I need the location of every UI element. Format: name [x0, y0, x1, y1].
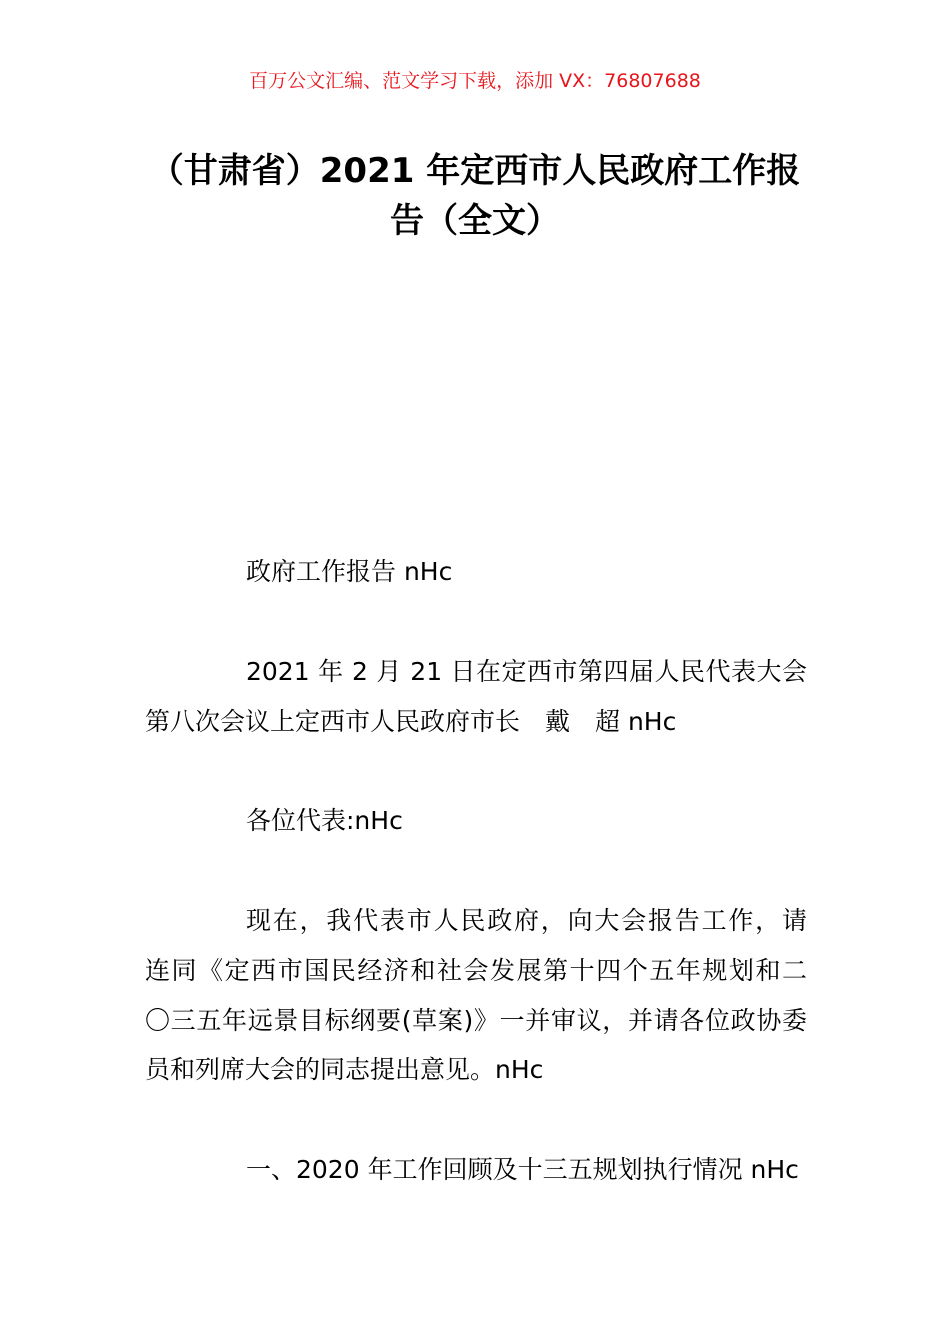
paragraph-intro-line-4: 员和列席大会的同志提出意见。nHc — [145, 1055, 544, 1084]
paragraph-intro-line-2: 连同《定西市国民经济和社会发展第十四个五年规划和二 — [145, 956, 807, 985]
document-title-line-1: （甘肃省）2021 年定西市人民政府工作报 — [149, 151, 801, 191]
document-title-line-2: 告（全文） — [390, 201, 560, 241]
watermark-header: 百万公文汇编、范文学习下载，添加 VX：76807688 — [249, 70, 701, 92]
paragraph-heading: 政府工作报告 nHc — [246, 557, 453, 586]
section-heading: 一、2020 年工作回顾及十三五规划执行情况 nHc — [246, 1155, 799, 1184]
paragraph-date-line-1: 2021 年 2 月 21 日在定西市第四届人民代表大会 — [246, 657, 807, 686]
paragraph-intro-line-3: 〇三五年远景目标纲要(草案)》一并审议，并请各位政协委 — [145, 1006, 807, 1035]
paragraph-salutation: 各位代表:nHc — [246, 806, 403, 835]
paragraph-date-line-2: 第八次会议上定西市人民政府市长 戴 超 nHc — [145, 707, 677, 736]
paragraph-intro-line-1: 现在，我代表市人民政府，向大会报告工作，请 — [246, 906, 807, 935]
